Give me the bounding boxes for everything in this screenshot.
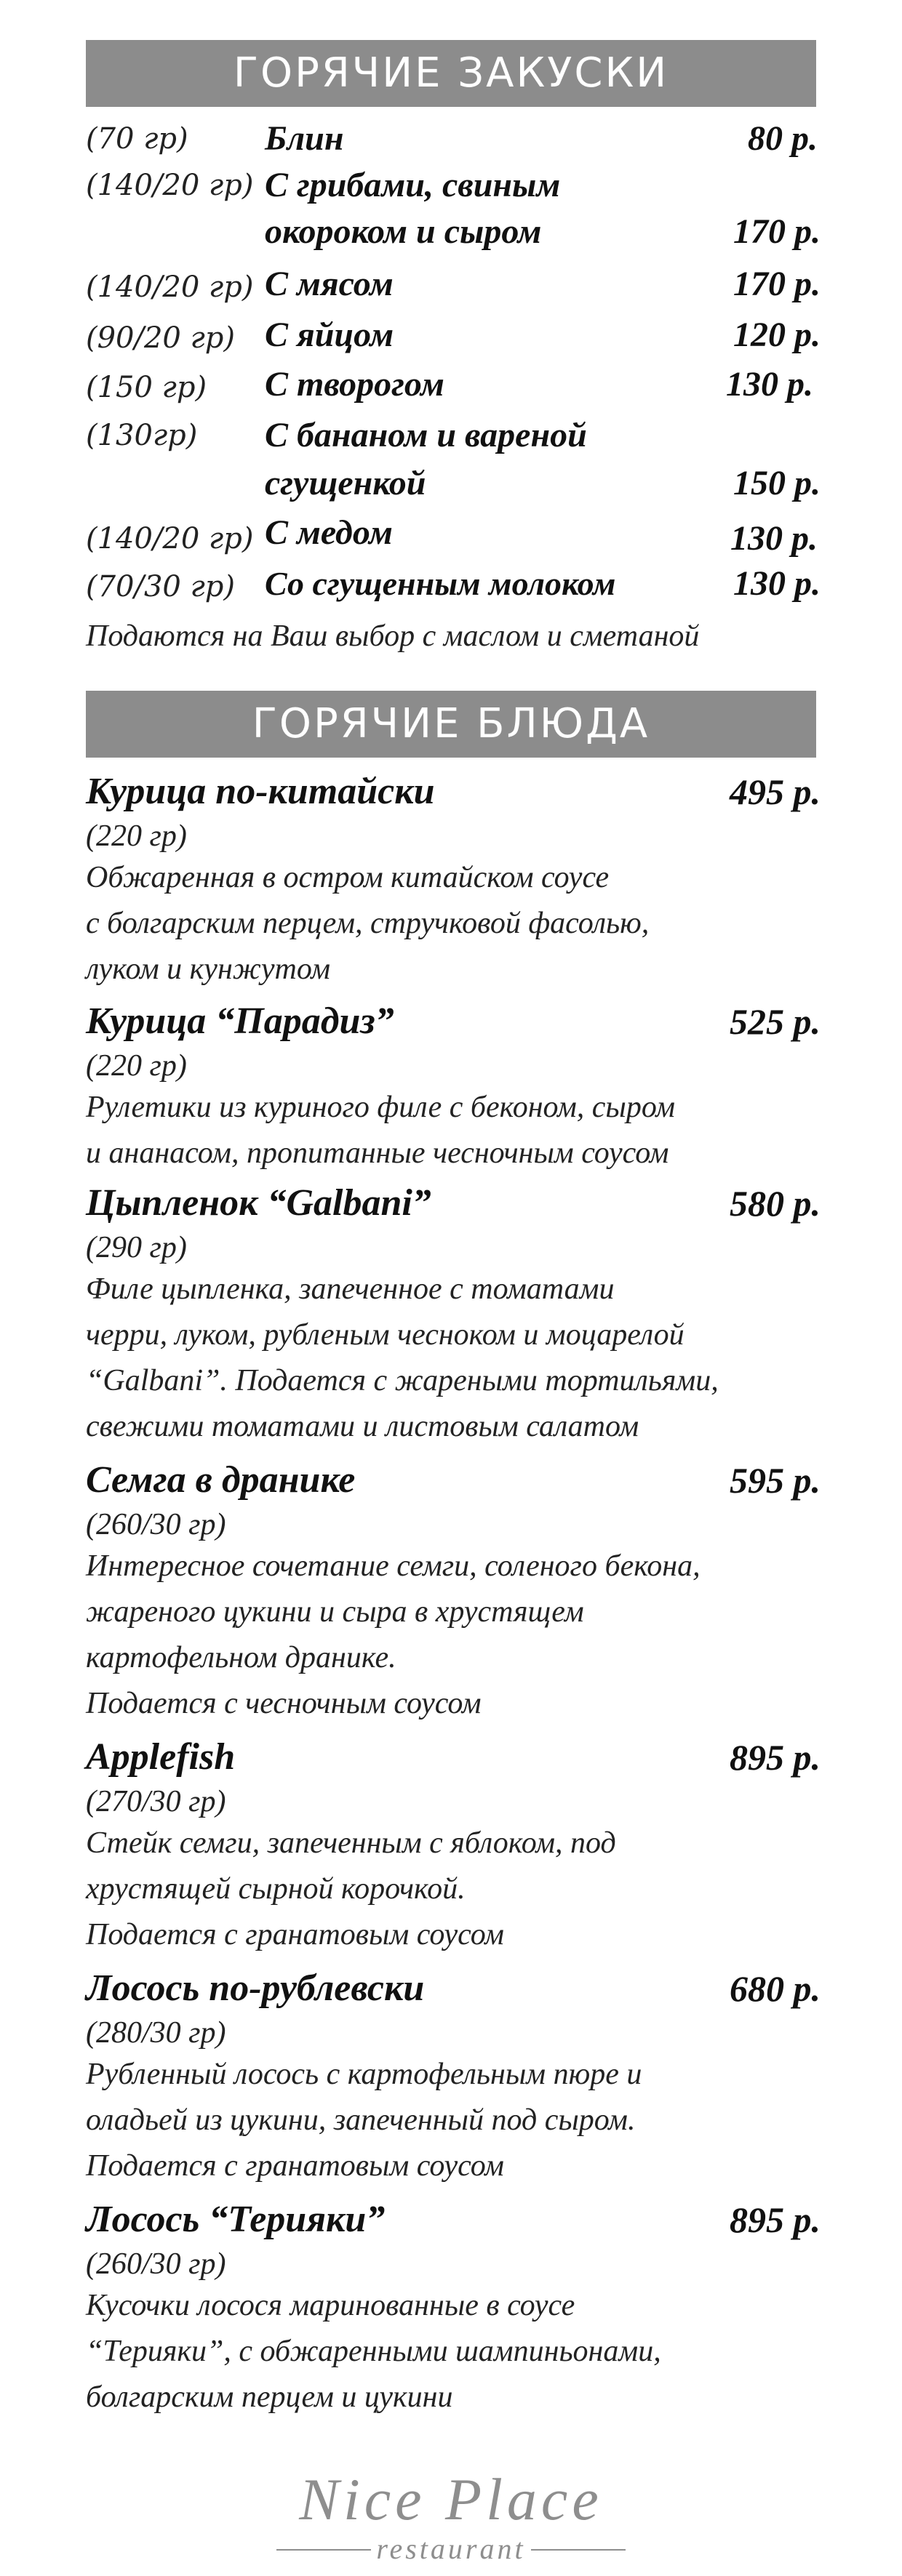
item-price: 130 р. [733, 564, 821, 603]
dish-price: 895 р. [730, 1737, 821, 1778]
desc-line: Подается с чесночным соусом [86, 1687, 482, 1720]
desc-line: луком и кунжутом [86, 952, 331, 986]
dish-price: 595 р. [730, 1460, 821, 1501]
item-weight: (90/20 гр) [86, 321, 236, 355]
appetizers-note: Подаются на Ваш выбор с маслом и сметаной [86, 619, 700, 653]
item-price: 170 р. [733, 212, 821, 251]
dish-price: 525 р. [730, 1001, 821, 1042]
desc-line: Филе цыпленка, запеченное с томатами [86, 1272, 615, 1306]
dish-weight: (220 гр) [86, 819, 187, 853]
dish-description [86, 1267, 821, 1450]
desc-line: Стейк семги, запеченным с яблоком, под [86, 1826, 616, 1860]
dish-weight: (290 гр) [86, 1231, 187, 1264]
dish-name: Лосось по-рублевски [86, 1967, 425, 2009]
item-price: 130 р. [726, 365, 813, 404]
desc-line: Подается с гранатовым соусом [86, 1918, 504, 1951]
dish-description [86, 1821, 821, 1958]
desc-line: болгарским перцем и цукини [86, 2380, 453, 2414]
desc-line: Интересное сочетание семги, соленого бекона, [86, 1549, 701, 1583]
dish-name: Цыпленок “Galbani” [86, 1182, 431, 1224]
dish-item [86, 768, 821, 986]
dish-name: Семга в дранике [86, 1459, 356, 1501]
logo-subtitle: restaurant [376, 2532, 526, 2565]
item-name: С мясом [265, 265, 394, 303]
section-header-hot-appetizers: ГОРЯЧИЕ ЗАКУСКИ [86, 40, 816, 107]
item-weight: (70/30 гр) [86, 570, 236, 603]
dish-name: Курица “Парадиз” [86, 1000, 394, 1042]
item-price: 120 р. [733, 316, 821, 354]
dish-description [86, 2283, 821, 2420]
dish-item [86, 998, 821, 1172]
item-price: 80 р. [748, 119, 818, 158]
item-weight: (150 гр) [86, 371, 207, 404]
dish-name: Курица по-китайски [86, 771, 435, 812]
desc-line: и ананасом, пропитанные чесночным соусом [86, 1136, 669, 1170]
dish-price: 495 р. [730, 771, 821, 812]
menu-item [86, 412, 821, 507]
item-name: С бананом и вареной [265, 416, 587, 454]
dish-item [86, 1965, 821, 2183]
item-weight: (140/20 гр) [86, 169, 254, 202]
logo-rule-right [531, 2549, 626, 2551]
desc-line: “Терияки”, с обжаренными шампиньонами, [86, 2335, 661, 2368]
menu-item [86, 260, 821, 308]
menu-item [86, 311, 821, 359]
desc-line: с болгарским перцем, стручковой фасолью, [86, 907, 650, 940]
desc-line: черри, луком, рубленым чесноком и моцарелой [86, 1318, 685, 1352]
dish-weight: (270/30 гр) [86, 1785, 226, 1818]
section-header-hot-dishes: ГОРЯЧИЕ БЛЮДА [86, 691, 816, 758]
dish-description [86, 1085, 821, 1176]
desc-line: Подается с гранатовым соусом [86, 2149, 504, 2183]
logo-name: Nice Place [299, 2466, 603, 2532]
desc-line: Рубленный лосось с картофельным пюре и [86, 2058, 642, 2091]
dish-item [86, 1456, 821, 1725]
item-name: Со сгущенным молоком [265, 565, 616, 602]
dish-name: Applefish [86, 1736, 236, 1778]
desc-line: хрустящей сырной корочкой. [86, 1872, 466, 1906]
menu-item [86, 560, 821, 608]
item-name: Блин [265, 119, 344, 158]
dish-price: 680 р. [730, 1968, 821, 2009]
item-name: С грибами, свиным [265, 166, 561, 204]
dish-item [86, 1733, 821, 1951]
desc-line: картофельном дранике. [86, 1641, 396, 1674]
menu-item [86, 509, 821, 557]
dish-description [86, 2052, 821, 2189]
item-name-line2: сгущенкой [265, 464, 426, 502]
dish-price: 895 р. [730, 2199, 821, 2240]
dish-weight: (280/30 гр) [86, 2016, 226, 2050]
menu-item [86, 115, 821, 163]
item-price: 150 р. [733, 464, 821, 502]
dish-price: 580 р. [730, 1183, 821, 1224]
desc-line: Рулетики из куриного филе с беконом, сыром [86, 1091, 676, 1124]
desc-line: оладьей из цукини, запеченный под сыром. [86, 2103, 636, 2137]
dish-weight: (260/30 гр) [86, 1508, 226, 1541]
item-weight: (140/20 гр) [86, 522, 254, 555]
dish-description [86, 855, 821, 992]
logo-subtitle-row [233, 2532, 669, 2565]
desc-line: свежими томатами и листовым салатом [86, 1410, 639, 1443]
dish-weight: (260/30 гр) [86, 2247, 226, 2281]
dish-weight: (220 гр) [86, 1049, 187, 1083]
item-price: 130 р. [730, 519, 818, 558]
desc-line: Обжаренная в остром китайском соусе [86, 861, 610, 894]
item-weight: (70 гр) [86, 122, 188, 156]
dish-item [86, 2196, 821, 2414]
dish-description [86, 1544, 821, 1727]
item-name: С творогом [265, 365, 444, 404]
desc-line: “Galbani”. Подается с жареными тортильями, [86, 1364, 719, 1397]
menu-item [86, 361, 821, 409]
dish-name: Лосось “Терияки” [86, 2199, 386, 2240]
menu-item [86, 161, 821, 256]
item-weight: (130гр) [86, 419, 198, 452]
item-name: С медом [265, 513, 393, 552]
item-weight: (140/20 гр) [86, 270, 254, 304]
desc-line: Кусочки лосося маринованные в соусе [86, 2289, 575, 2322]
item-price: 170 р. [733, 265, 821, 303]
logo-rule-left [276, 2549, 371, 2551]
desc-line: жареного цукини и сыра в хрустящем [86, 1595, 584, 1629]
item-name: С яйцом [265, 316, 394, 354]
dish-item [86, 1179, 821, 1448]
item-name-line2: окороком и сыром [265, 212, 542, 251]
restaurant-logo [233, 2465, 669, 2567]
